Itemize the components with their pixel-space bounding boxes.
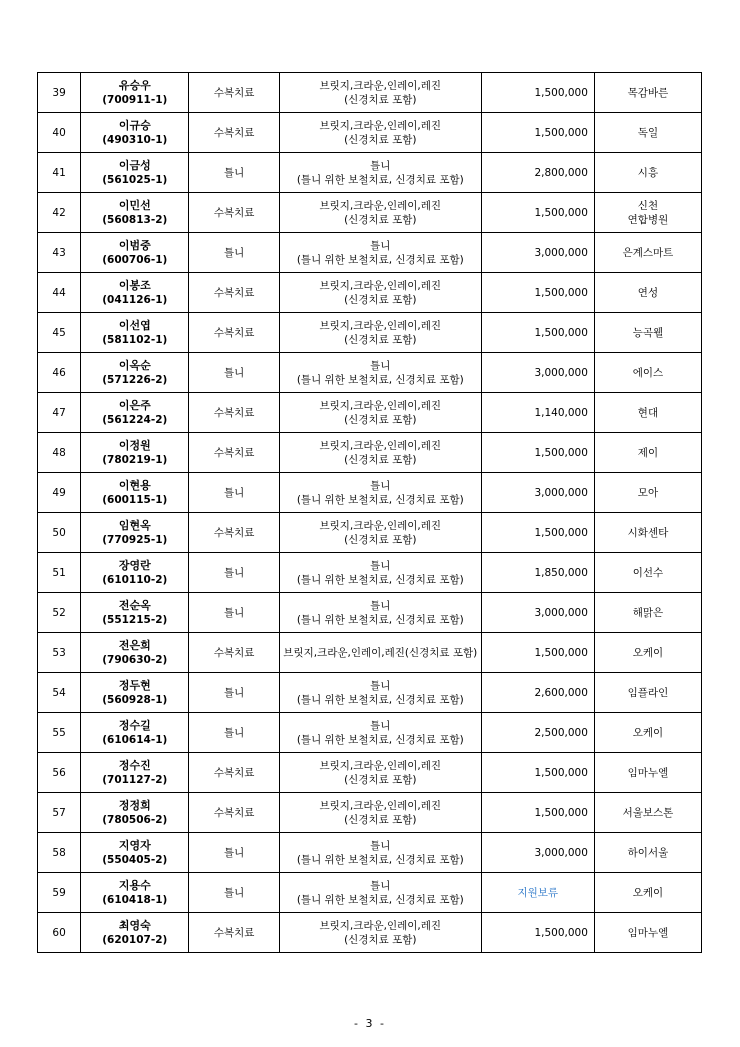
- treatment-type-cell: 틀니: [189, 673, 280, 713]
- recipient-name: 최영숙: [118, 918, 151, 932]
- treatment-type-cell: 수복치료: [189, 193, 280, 233]
- support-amount-cell: 1,500,000: [481, 73, 594, 113]
- table-row: [38, 873, 702, 913]
- table-row: [38, 833, 702, 873]
- recipient-cell: [81, 593, 189, 633]
- recipient-id: (581102-1): [102, 333, 168, 346]
- clinic-name: 하이서울: [627, 846, 669, 859]
- treatment-type-cell: 수복치료: [189, 513, 280, 553]
- recipient-cell: [81, 833, 189, 873]
- table-row: [38, 793, 702, 833]
- recipient-id: (560928-1): [102, 693, 168, 706]
- support-amount-cell: 1,850,000: [481, 553, 594, 593]
- recipient-id: (701127-2): [102, 773, 168, 786]
- row-number-cell: 53: [38, 633, 81, 673]
- treatment-detail-line1: 브릿지,크라운,인레이,레진: [319, 439, 442, 452]
- recipient-cell: [81, 313, 189, 353]
- clinic-name: 모아: [637, 486, 659, 499]
- recipient-id: (780219-1): [102, 453, 168, 466]
- support-amount-cell: 1,500,000: [481, 513, 594, 553]
- table-row: [38, 73, 702, 113]
- treatment-type-cell: 틀니: [189, 553, 280, 593]
- recipient-cell: [81, 633, 189, 673]
- clinic-cell: [594, 513, 701, 553]
- treatment-detail-line2: (신경치료 포함): [344, 133, 417, 146]
- recipient-name: 임현옥: [118, 518, 151, 532]
- recipient-id: (610614-1): [102, 733, 168, 746]
- clinic-cell: [594, 673, 701, 713]
- treatment-detail-line2: (신경치료 포함): [344, 533, 417, 546]
- recipient-name: 지용수: [118, 878, 151, 892]
- treatment-type-cell: 수복치료: [189, 433, 280, 473]
- clinic-name: 신천: [637, 199, 659, 212]
- treatment-detail-line2: (틀니 위한 보철치료, 신경치료 포함): [296, 253, 464, 266]
- recipient-id: (561224-2): [102, 413, 168, 426]
- recipient-name: 전은희: [118, 638, 151, 652]
- page-number: - 3 -: [354, 1017, 386, 1030]
- treatment-detail-line2: (틀니 위한 보철치료, 신경치료 포함): [296, 613, 464, 626]
- clinic-name: 독일: [637, 126, 659, 139]
- support-amount-cell: 1,500,000: [481, 633, 594, 673]
- row-number-cell: 49: [38, 473, 81, 513]
- recipient-id: (560813-2): [102, 213, 168, 226]
- treatment-type-cell: 틀니: [189, 473, 280, 513]
- treatment-type-cell: 틀니: [189, 873, 280, 913]
- treatment-type-cell: 수복치료: [189, 753, 280, 793]
- treatment-type-cell: 틀니: [189, 833, 280, 873]
- treatment-detail-line1: 틀니: [370, 719, 391, 732]
- treatment-detail-cell: [279, 833, 481, 873]
- clinic-cell: [594, 313, 701, 353]
- treatment-detail-line1: 브릿지,크라운,인레이,레진: [319, 319, 442, 332]
- treatment-detail-line2: (틀니 위한 보철치료, 신경치료 포함): [296, 853, 464, 866]
- recipient-cell: [81, 233, 189, 273]
- recipient-name: 이규승: [118, 118, 151, 132]
- treatment-detail-line2: (신경치료 포함): [344, 813, 417, 826]
- treatment-detail-line1: 브릿지,크라운,인레이,레진: [319, 519, 442, 532]
- row-number-cell: 46: [38, 353, 81, 393]
- treatment-detail-line1: 틀니: [370, 599, 391, 612]
- treatment-detail-cell: [279, 393, 481, 433]
- row-number-cell: 52: [38, 593, 81, 633]
- recipient-id: (551215-2): [102, 613, 168, 626]
- row-number-cell: 44: [38, 273, 81, 313]
- treatment-detail-line2: (틀니 위한 보철치료, 신경치료 포함): [296, 733, 464, 746]
- row-number-cell: 58: [38, 833, 81, 873]
- clinic-cell: [594, 113, 701, 153]
- table-row: [38, 193, 702, 233]
- support-amount-cell: 1,500,000: [481, 193, 594, 233]
- treatment-detail-line1: 브릿지,크라운,인레이,레진(신경치료 포함): [283, 646, 478, 659]
- recipient-id: (600706-1): [102, 253, 168, 266]
- recipient-id: (770925-1): [102, 533, 168, 546]
- row-number-cell: 39: [38, 73, 81, 113]
- table-row: [38, 553, 702, 593]
- clinic-name: 은계스마트: [622, 246, 674, 259]
- support-amount-cell: 1,500,000: [481, 313, 594, 353]
- treatment-detail-cell: [279, 713, 481, 753]
- treatment-detail-line2: (신경치료 포함): [344, 293, 417, 306]
- support-hold-status: 지원보류: [481, 873, 594, 913]
- table-row: [38, 313, 702, 353]
- clinic-cell: [594, 353, 701, 393]
- clinic-cell: [594, 193, 701, 233]
- recipient-name: 이옥순: [118, 358, 151, 372]
- row-number-cell: 54: [38, 673, 81, 713]
- recipient-name: 정정희: [118, 798, 151, 812]
- recipient-id: (550405-2): [102, 853, 168, 866]
- treatment-detail-line1: 브릿지,크라운,인레이,레진: [319, 79, 442, 92]
- row-number-cell: 42: [38, 193, 81, 233]
- recipient-cell: [81, 473, 189, 513]
- row-number-cell: 50: [38, 513, 81, 553]
- treatment-type-cell: 수복치료: [189, 633, 280, 673]
- recipient-cell: [81, 73, 189, 113]
- treatment-detail-line2: (신경치료 포함): [344, 773, 417, 786]
- treatment-type-cell: 틀니: [189, 153, 280, 193]
- treatment-detail-line2: (신경치료 포함): [344, 213, 417, 226]
- recipient-name: 이선엽: [118, 318, 151, 332]
- clinic-name: 임마누엘: [627, 766, 669, 779]
- treatment-detail-line1: 틀니: [370, 239, 391, 252]
- treatment-detail-cell: [279, 513, 481, 553]
- row-number-cell: 47: [38, 393, 81, 433]
- clinic-cell: [594, 913, 701, 953]
- treatment-type-cell: 수복치료: [189, 313, 280, 353]
- treatment-detail-cell: [279, 153, 481, 193]
- table-row: [38, 393, 702, 433]
- recipient-cell: [81, 273, 189, 313]
- row-number-cell: 48: [38, 433, 81, 473]
- recipient-cell: [81, 873, 189, 913]
- treatment-detail-cell: [279, 433, 481, 473]
- clinic-cell: [594, 433, 701, 473]
- treatment-detail-cell: [279, 873, 481, 913]
- treatment-detail-line1: 브릿지,크라운,인레이,레진: [319, 119, 442, 132]
- recipient-name: 정두현: [118, 678, 151, 692]
- recipient-id: (780506-2): [102, 813, 168, 826]
- row-number-cell: 45: [38, 313, 81, 353]
- treatment-detail-cell: [279, 113, 481, 153]
- clinic-cell: [594, 73, 701, 113]
- support-table: [37, 72, 702, 953]
- support-amount-cell: 1,500,000: [481, 273, 594, 313]
- treatment-detail-line2: (틀니 위한 보철치료, 신경치료 포함): [296, 573, 464, 586]
- clinic-name: 임마누엘: [627, 926, 669, 939]
- row-number-cell: 60: [38, 913, 81, 953]
- clinic-name: 제이: [637, 446, 659, 459]
- treatment-detail-cell: [279, 273, 481, 313]
- clinic-name: 현대: [637, 406, 659, 419]
- treatment-detail-cell: [279, 793, 481, 833]
- treatment-detail-cell: [279, 73, 481, 113]
- support-amount-cell: 3,000,000: [481, 353, 594, 393]
- recipient-name: 이민선: [118, 198, 151, 212]
- recipient-id: (610418-1): [102, 893, 168, 906]
- recipient-name: 유승우: [118, 78, 151, 92]
- recipient-cell: [81, 793, 189, 833]
- support-amount-cell: 2,600,000: [481, 673, 594, 713]
- treatment-detail-line1: 틀니: [370, 839, 391, 852]
- treatment-type-cell: 수복치료: [189, 273, 280, 313]
- recipient-name: 전순옥: [118, 598, 151, 612]
- recipient-name: 이범중: [118, 238, 151, 252]
- treatment-type-cell: 수복치료: [189, 393, 280, 433]
- row-number-cell: 56: [38, 753, 81, 793]
- recipient-name: 장영란: [118, 558, 151, 572]
- support-amount-cell: 3,000,000: [481, 473, 594, 513]
- recipient-name: 정수진: [118, 758, 151, 772]
- clinic-cell: [594, 473, 701, 513]
- treatment-detail-line2: (틀니 위한 보철치료, 신경치료 포함): [296, 373, 464, 386]
- treatment-type-cell: 틀니: [189, 353, 280, 393]
- treatment-type-cell: 틀니: [189, 713, 280, 753]
- recipient-cell: [81, 673, 189, 713]
- recipient-id: (600115-1): [102, 493, 168, 506]
- support-amount-cell: 1,500,000: [481, 113, 594, 153]
- treatment-type-cell: 틀니: [189, 593, 280, 633]
- treatment-detail-line1: 틀니: [370, 879, 391, 892]
- clinic-cell: [594, 233, 701, 273]
- treatment-detail-cell: [279, 633, 481, 673]
- clinic-cell: [594, 713, 701, 753]
- treatment-detail-line2: (틀니 위한 보철치료, 신경치료 포함): [296, 173, 464, 186]
- recipient-id: (620107-2): [102, 933, 168, 946]
- treatment-detail-cell: [279, 753, 481, 793]
- table-row: [38, 593, 702, 633]
- clinic-cell: [594, 553, 701, 593]
- recipient-id: (490310-1): [102, 133, 168, 146]
- treatment-detail-line1: 틀니: [370, 159, 391, 172]
- treatment-detail-line2: (신경치료 포함): [344, 453, 417, 466]
- recipient-cell: [81, 713, 189, 753]
- treatment-detail-line1: 브릿지,크라운,인레이,레진: [319, 399, 442, 412]
- treatment-detail-line2: (틀니 위한 보철치료, 신경치료 포함): [296, 693, 464, 706]
- row-number-cell: 55: [38, 713, 81, 753]
- treatment-detail-line2: (신경치료 포함): [344, 933, 417, 946]
- recipient-cell: [81, 553, 189, 593]
- table-row: [38, 433, 702, 473]
- support-amount-cell: 1,500,000: [481, 433, 594, 473]
- treatment-detail-line1: 브릿지,크라운,인레이,레진: [319, 279, 442, 292]
- treatment-detail-cell: [279, 193, 481, 233]
- clinic-name: 서울보스톤: [622, 806, 674, 819]
- recipient-cell: [81, 193, 189, 233]
- clinic-cell: [594, 273, 701, 313]
- table-row: [38, 273, 702, 313]
- clinic-cell: [594, 753, 701, 793]
- treatment-detail-line2: (틀니 위한 보철치료, 신경치료 포함): [296, 893, 464, 906]
- recipient-name: 이정원: [118, 438, 151, 452]
- treatment-detail-line2: (신경치료 포함): [344, 333, 417, 346]
- treatment-detail-cell: [279, 673, 481, 713]
- row-number-cell: 59: [38, 873, 81, 913]
- treatment-detail-line1: 브릿지,크라운,인레이,레진: [319, 919, 442, 932]
- clinic-name: 목감바른: [627, 86, 669, 99]
- row-number-cell: 51: [38, 553, 81, 593]
- treatment-detail-cell: [279, 473, 481, 513]
- support-amount-cell: 1,500,000: [481, 913, 594, 953]
- support-amount-cell: 3,000,000: [481, 233, 594, 273]
- treatment-detail-line1: 브릿지,크라운,인레이,레진: [319, 759, 442, 772]
- recipient-name: 이금성: [118, 158, 151, 172]
- recipient-name: 이봉조: [118, 278, 151, 292]
- row-number-cell: 43: [38, 233, 81, 273]
- clinic-name: 시흥: [637, 166, 659, 179]
- support-amount-cell: 1,500,000: [481, 753, 594, 793]
- recipient-name: 정수길: [118, 718, 151, 732]
- clinic-name: 이선수: [632, 566, 664, 579]
- recipient-cell: [81, 353, 189, 393]
- table-row: [38, 353, 702, 393]
- support-amount-cell: 3,000,000: [481, 593, 594, 633]
- treatment-type-cell: 수복치료: [189, 793, 280, 833]
- treatment-detail-cell: [279, 593, 481, 633]
- clinic-cell: [594, 833, 701, 873]
- recipient-cell: [81, 113, 189, 153]
- table-row: [38, 113, 702, 153]
- support-amount-cell: 2,500,000: [481, 713, 594, 753]
- treatment-detail-line2: (틀니 위한 보철치료, 신경치료 포함): [296, 493, 464, 506]
- treatment-detail-line1: 브릿지,크라운,인레이,레진: [319, 799, 442, 812]
- treatment-type-cell: 틀니: [189, 233, 280, 273]
- treatment-detail-cell: [279, 353, 481, 393]
- table-body: [38, 73, 702, 953]
- support-amount-cell: 3,000,000: [481, 833, 594, 873]
- clinic-name-line2: 연합병원: [627, 213, 669, 226]
- row-number-cell: 40: [38, 113, 81, 153]
- clinic-cell: [594, 593, 701, 633]
- support-amount-cell: 2,800,000: [481, 153, 594, 193]
- table-row: [38, 913, 702, 953]
- table-row: [38, 233, 702, 273]
- clinic-cell: [594, 873, 701, 913]
- support-amount-cell: 1,140,000: [481, 393, 594, 433]
- clinic-name: 능곡웰: [632, 326, 664, 339]
- clinic-name: 시화센타: [627, 526, 669, 539]
- treatment-detail-line1: 틀니: [370, 479, 391, 492]
- table-row: [38, 513, 702, 553]
- recipient-cell: [81, 153, 189, 193]
- clinic-name: 에이스: [632, 366, 664, 379]
- treatment-type-cell: 수복치료: [189, 73, 280, 113]
- recipient-cell: [81, 433, 189, 473]
- recipient-id: (700911-1): [102, 93, 168, 106]
- recipient-id: (571226-2): [102, 373, 168, 386]
- treatment-detail-line1: 틀니: [370, 359, 391, 372]
- recipient-name: 이현용: [118, 478, 151, 492]
- treatment-detail-line1: 브릿지,크라운,인레이,레진: [319, 199, 442, 212]
- clinic-name: 오케이: [632, 646, 664, 659]
- treatment-detail-line2: (신경치료 포함): [344, 93, 417, 106]
- recipient-cell: [81, 513, 189, 553]
- clinic-name: 오케이: [632, 886, 664, 899]
- treatment-detail-line2: (신경치료 포함): [344, 413, 417, 426]
- table-row: [38, 713, 702, 753]
- recipient-cell: [81, 913, 189, 953]
- treatment-detail-cell: [279, 313, 481, 353]
- clinic-cell: [594, 153, 701, 193]
- row-number-cell: 41: [38, 153, 81, 193]
- treatment-type-cell: 수복치료: [189, 113, 280, 153]
- clinic-name: 해맑은: [632, 606, 664, 619]
- recipient-id: (790630-2): [102, 653, 168, 666]
- treatment-detail-cell: [279, 233, 481, 273]
- recipient-id: (561025-1): [102, 173, 168, 186]
- treatment-type-cell: 수복치료: [189, 913, 280, 953]
- support-amount-cell: 1,500,000: [481, 793, 594, 833]
- treatment-detail-line1: 틀니: [370, 679, 391, 692]
- treatment-detail-cell: [279, 913, 481, 953]
- recipient-cell: [81, 753, 189, 793]
- treatment-detail-line1: 틀니: [370, 559, 391, 572]
- row-number-cell: 57: [38, 793, 81, 833]
- recipient-id: (041126-1): [102, 293, 168, 306]
- recipient-name: 지영자: [118, 838, 151, 852]
- clinic-name: 오케이: [632, 726, 664, 739]
- treatment-detail-cell: [279, 553, 481, 593]
- recipient-name: 이은주: [118, 398, 151, 412]
- table-row: [38, 633, 702, 673]
- table-row: [38, 153, 702, 193]
- clinic-cell: [594, 793, 701, 833]
- table-row: [38, 473, 702, 513]
- clinic-cell: [594, 633, 701, 673]
- clinic-cell: [594, 393, 701, 433]
- clinic-name: 임플라인: [627, 686, 669, 699]
- table-row: [38, 753, 702, 793]
- recipient-cell: [81, 393, 189, 433]
- table-row: [38, 673, 702, 713]
- recipient-id: (610110-2): [102, 573, 168, 586]
- clinic-name: 연성: [637, 286, 659, 299]
